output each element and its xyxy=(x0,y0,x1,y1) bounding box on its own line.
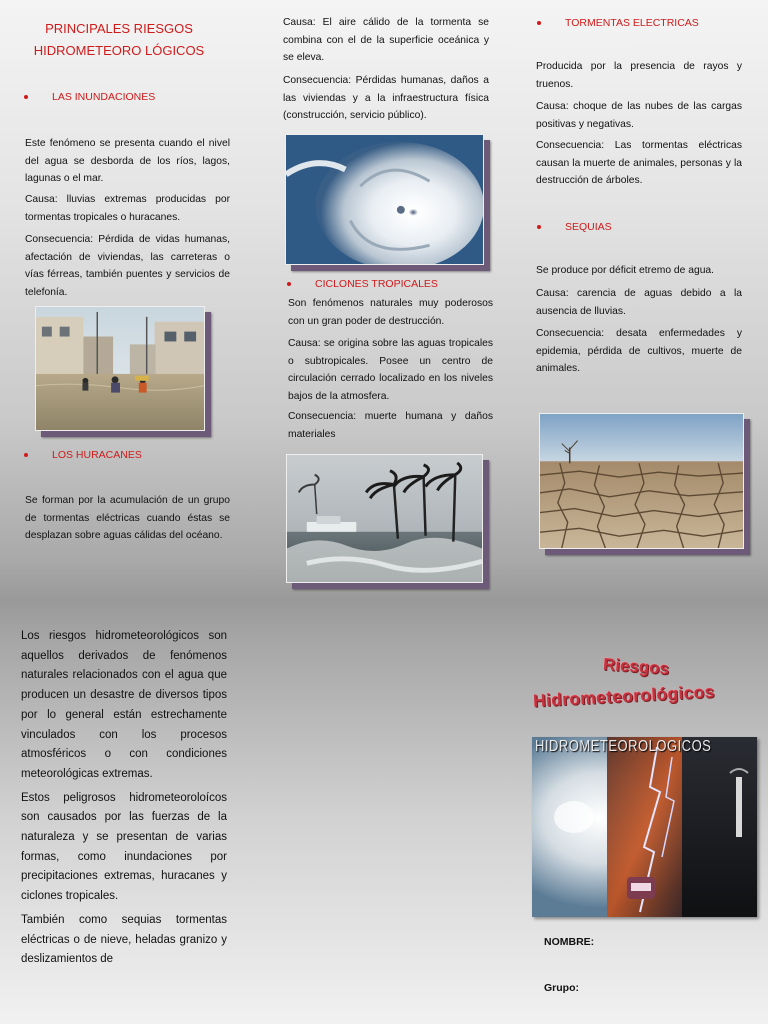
huracanes-description: Se forman por la acumulación de un grupo de tormentas eléctricas cuando éstas se desplazan sobre aguas cálidas del océano. xyxy=(25,495,230,541)
hurricane-satellite-photo xyxy=(285,134,484,265)
heading-inundaciones: LAS INUNDACIONES xyxy=(24,91,155,103)
ciclones-causa: Causa: se origina sobre las aguas tropicales o subtropicales. Posee un centro de circulación cerrado localizado en los niveles bajos de la atmosfera. xyxy=(288,338,493,402)
cyclone-storm-photo xyxy=(286,454,483,583)
heading-ciclones: CICLONES TROPICALES xyxy=(287,278,438,290)
flood-photo xyxy=(35,306,205,431)
tormentas-description: Producida por la presencia de rayos y truenos. xyxy=(536,61,742,90)
doc-title-line2: HIDROMETEORO LÓGICOS xyxy=(33,43,205,58)
tormentas-consecuencia: Consecuencia: Las tormentas eléctricas causan la muerte de animales, personas y la destrucción de árboles. xyxy=(536,140,742,186)
intro-paragraph-3: También como sequias tormentas eléctricas o de nieve, heladas granizo y deslizamientos de xyxy=(21,913,227,966)
wordart-line1: Riesgos xyxy=(602,654,670,679)
sequias-causa: Causa: carencia de aguas debido a la ausencia de lluvias. xyxy=(536,288,742,317)
sequias-consecuencia: Consecuencia: desata enfermedades y epidemia, pérdida de cultivos, muerte de animales. xyxy=(536,328,742,374)
heading-sequias: SEQUIAS xyxy=(537,221,612,233)
nombre-label: NOMBRE: xyxy=(544,936,595,948)
ciclones-description: Son fenómenos naturales muy poderosos con un gran poder de destrucción. xyxy=(288,298,493,327)
intro-paragraph-2: Estos peligrosos hidrometeoroloícos son causados por las fuerzas de la naturaleza y se presentan de varias formas, como inundaciones por precipitaciones extremas, huracanes y ciclones tropicales. xyxy=(21,791,227,903)
inundaciones-description: Este fenómeno se presenta cuando el nivel del agua se desborda de los ríos, lagos, lagunas o el mar. xyxy=(25,138,230,184)
bullet-icon xyxy=(24,95,28,99)
doc-title-line1: PRINCIPALES RIESGOS xyxy=(45,21,193,36)
cover-image-caption: HIDROMETEOROLOGICOS xyxy=(535,737,712,755)
inundaciones-consecuencia: Consecuencia: Pérdida de vidas humanas, afectación de viviendas, las carreteras o vías férreas, también puentes y servicios de telefonía. xyxy=(25,234,230,298)
drought-photo xyxy=(539,413,744,549)
wordart-line2: Hidrometeorológicos xyxy=(532,681,716,711)
bullet-icon xyxy=(24,453,28,457)
bullet-icon xyxy=(537,225,541,229)
tormentas-causa: Causa: choque de las nubes de las cargas positivas y negativas. xyxy=(536,101,742,130)
grupo-label: Grupo: xyxy=(544,982,579,994)
bullet-icon xyxy=(287,282,291,286)
huracan-consecuencia: Consecuencia: Pérdidas humanas, daños a las viviendas y a la infraestructura física (construcción, servicio público). xyxy=(283,75,489,121)
bullet-icon xyxy=(537,21,541,25)
heading-tormentas: TORMENTAS ELECTRICAS xyxy=(537,17,699,29)
sequias-description: Se produce por déficit etremo de agua. xyxy=(536,265,715,276)
heading-huracanes: LOS HURACANES xyxy=(24,449,142,461)
intro-paragraph-1: Los riesgos hidrometeorológicos son aquellos derivados de fenómenos naturales relacionados con el agua que producen un desastre de diversos tipos por lo general están estrechamente vinculados con los procesos atmosféricos o con condiciones meteorológicas extremas. xyxy=(21,630,227,780)
intro-text xyxy=(21,627,227,974)
huracan-causa: Causa: El aire cálido de la tormenta se combina con el de la superficie oceánica y se eleva. xyxy=(283,17,489,63)
ciclones-consecuencia: Consecuencia: muerte humana y daños materiales xyxy=(288,411,493,440)
cover-collage-photo xyxy=(532,737,757,917)
inundaciones-causa: Causa: lluvias extremas producidas por tormentas tropicales o huracanes. xyxy=(25,194,230,223)
